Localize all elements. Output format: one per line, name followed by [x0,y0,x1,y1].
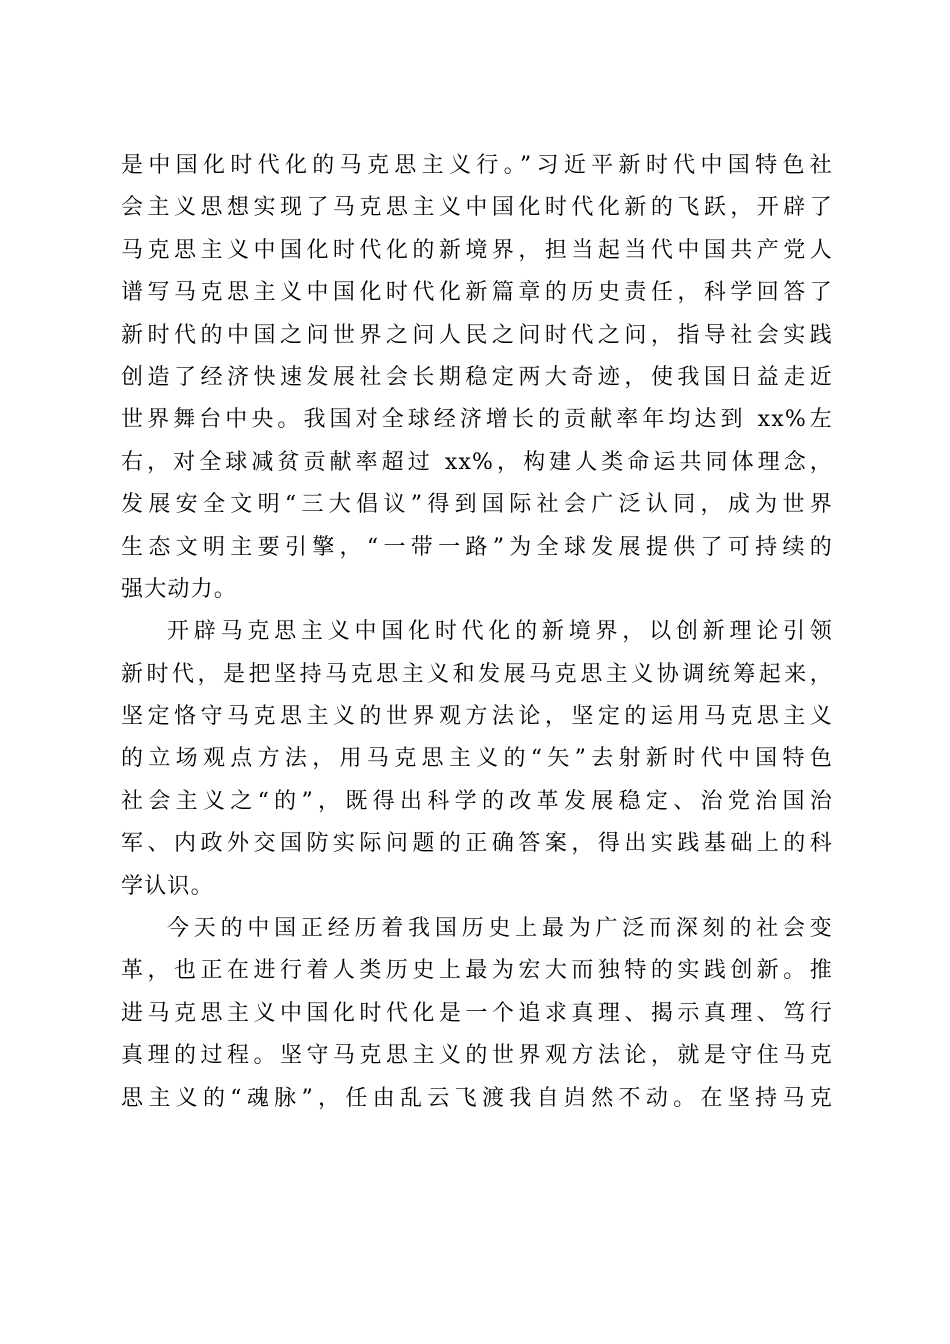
text-line: 是中国化时代化的马克思主义行。”习近平新时代中国特色社 [121,153,833,178]
text-line: 生态文明主要引擎，“一带一路”为全球发展提供了可持续的 [121,534,833,560]
text-line: 的立场观点方法，用马克思主义的“矢”去射新时代中国特色 [121,746,833,772]
text-line: 强大动力。 [121,576,238,602]
text-line: 世界舞台中央。我国对全球经济增长的贡献率年均达到 xx%左 [121,407,833,433]
paragraph-first-line: 今天的中国正经历着我国历史上最为广泛而深刻的社会变 [167,916,833,942]
text-line: 军、内政外交国防实际问题的正确答案，得出实践基础上的科 [121,831,833,857]
text-line: 新时代，是把坚持马克思主义和发展马克思主义协调统筹起来， [121,661,833,687]
text-line: 社会主义之“的”，既得出科学的改革发展稳定、治党治国治 [121,788,833,814]
text-line: 思主义的“魂脉”，任由乱云飞渡我自岿然不动。在坚持马克 [121,1085,833,1111]
text-line: 谱写马克思主义中国化时代化新篇章的历史责任，科学回答了 [121,280,833,306]
text-line: 进马克思主义中国化时代化是一个追求真理、揭示真理、笃行 [121,1000,833,1026]
text-line: 坚定恪守马克思主义的世界观方法论，坚定的运用马克思主义 [121,704,833,730]
paragraph-first-line: 开辟马克思主义中国化时代化的新境界，以创新理论引领 [167,619,833,645]
text-line: 会主义思想实现了马克思主义中国化时代化新的飞跃，开辟了 [121,195,833,221]
text-line: 新时代的中国之问世界之问人民之问时代之问，指导社会实践 [121,322,833,348]
body-text [121,145,833,1120]
text-line: 发展安全文明“三大倡议”得到国际社会广泛认同，成为世界 [121,492,833,518]
text-line: 马克思主义中国化时代化的新境界，担当起当代中国共产党人 [121,237,833,263]
text-line: 真理的过程。坚守马克思主义的世界观方法论，就是守住马克 [121,1043,833,1069]
text-line: 革，也正在进行着人类历史上最为宏大而独特的实践创新。推 [121,958,833,984]
text-line: 学认识。 [121,873,214,899]
text-line: 创造了经济快速发展社会长期稳定两大奇迹，使我国日益走近 [121,364,833,390]
text-line: 右，对全球减贫贡献率超过 xx%，构建人类命运共同体理念， [121,449,833,475]
